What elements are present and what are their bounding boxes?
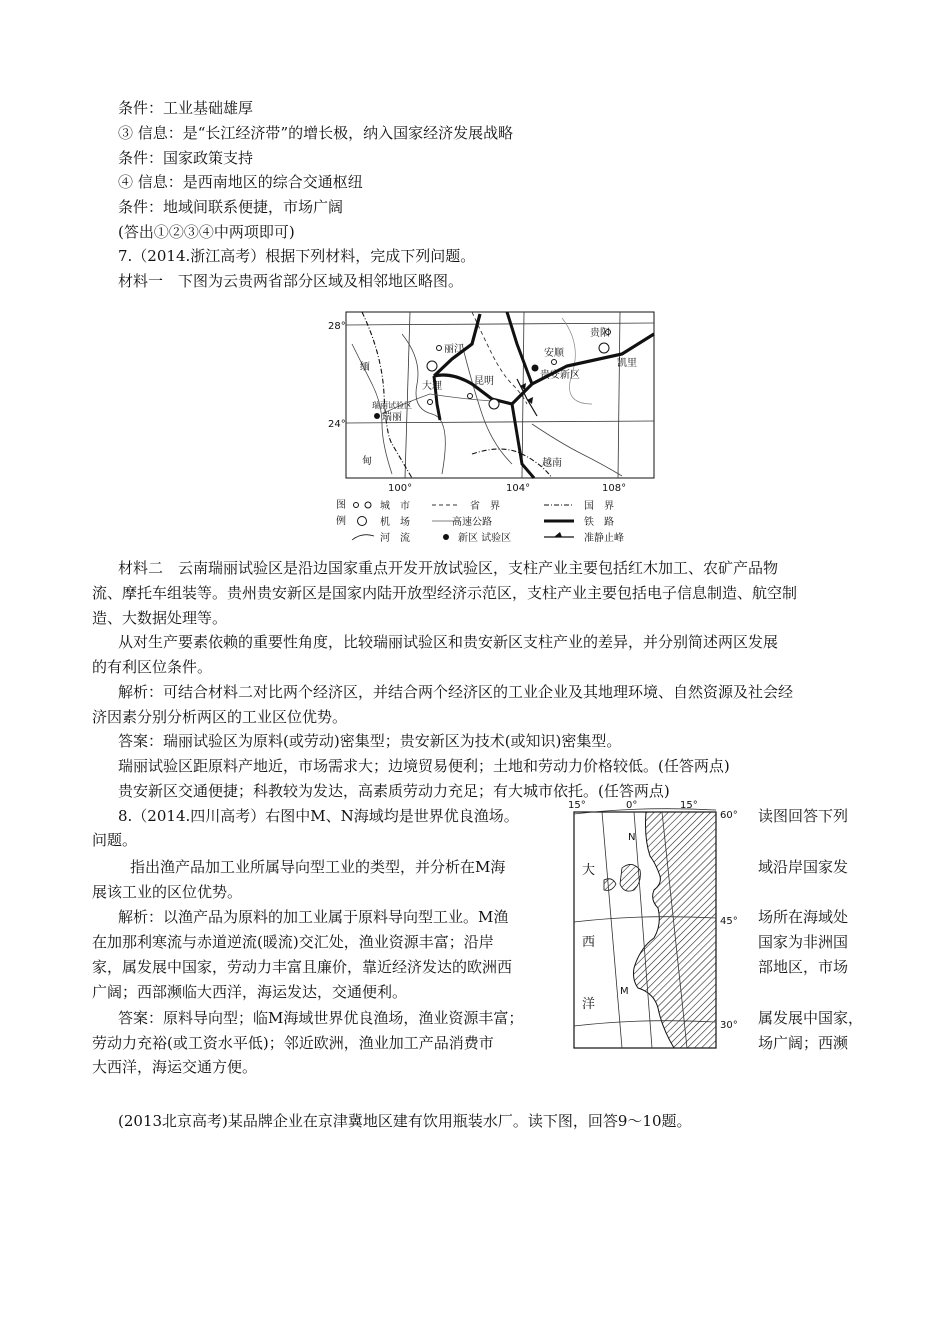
text-line: 读图回答下列	[758, 807, 849, 825]
svg-text:高速公路: 高速公路	[452, 517, 492, 528]
analysis: 解析：可结合材料二对比两个经济区，并结合两个经济区的工业企业及其地理环境、自然资源及社会经	[118, 683, 794, 701]
yunnan-guizhou-map	[322, 304, 662, 544]
svg-text:准静止峰: 准静止峰	[584, 533, 624, 544]
analysis: 解析：以渔产品为原料的加工业属于原料导向型工业。M渔	[118, 908, 509, 926]
lat-label: 60°	[720, 810, 738, 821]
lon-label: 0°	[626, 800, 638, 811]
place-label: 越南	[542, 458, 562, 469]
ocean-label: 大	[582, 863, 596, 878]
text-line: 问题。	[92, 831, 138, 849]
question-8-title: 8.（2014.四川高考）右图中M、N海域均是世界优良渔场。	[118, 807, 519, 825]
place-label: 缅	[360, 362, 370, 373]
answer: 答案：瑞丽试验区为原料(或劳动)密集型；贵安新区为技术(或知识)密集型。	[118, 732, 622, 750]
text-line: 在加那利寒流与赤道逆流(暖流)交汇处，渔业资源丰富；沿岸	[92, 933, 494, 951]
svg-text:铁 路: 铁 路	[584, 517, 614, 528]
svg-text:国 界: 国 界	[584, 501, 614, 512]
text-line: 劳动力充裕(或工资水平低)；邻近欧洲，渔业加工产品消费市	[92, 1034, 494, 1052]
text-line: ③ 信息：是“长江经济带”的增长极，纳入国家经济发展战略	[118, 124, 514, 142]
fishery-label-m: M	[620, 986, 629, 997]
text-line: 场所在海域处	[758, 908, 849, 926]
place-label: 贵阳	[590, 328, 610, 339]
text-line: 流、摩托车组装等。贵州贵安新区是国家内陆开放型经济示范区，支柱产业主要包括电子信息制造、航空制	[92, 584, 798, 602]
text-line: 大西洋，海运交通方便。	[92, 1058, 258, 1076]
svg-text:河 流: 河 流	[380, 533, 410, 544]
ocean-label: 洋	[582, 997, 596, 1012]
place-label: 丽江	[444, 344, 464, 355]
place-label: 昆明	[474, 376, 494, 387]
lon-label: 108°	[602, 483, 627, 494]
question-7-title: 7.（2014.浙江高考）根据下列材料，完成下列问题。	[118, 247, 476, 265]
text-line: 瑞丽试验区距原料产地近，市场需求大；边境贸易便利；土地和劳动力价格较低。(任答两点)	[118, 757, 730, 775]
place-label: 凯里	[617, 358, 637, 369]
ocean-label: 西	[582, 935, 596, 950]
atlantic-fishery-map	[562, 798, 752, 1054]
lat-label: 30°	[720, 1020, 738, 1031]
text-line: (答出①②③④中两项即可)	[118, 223, 295, 241]
svg-text:机 场: 机 场	[380, 517, 410, 528]
text-line: 属发展中国家，	[758, 1009, 864, 1027]
question-9-10-intro: (2013北京高考)某品牌企业在京津冀地区建有饮用瓶装水厂。读下图，回答9～10题。	[118, 1112, 692, 1130]
place-label: 瑞丽	[382, 412, 402, 423]
lon-label: 100°	[388, 483, 413, 494]
lon-label: 15°	[568, 800, 586, 811]
map-legend	[336, 499, 624, 544]
text-line: ④ 信息：是西南地区的综合交通枢纽	[118, 173, 363, 191]
text-line: 条件：工业基础雄厚	[118, 99, 254, 117]
lon-label: 104°	[506, 483, 531, 494]
text-line: 国家为非洲国	[758, 933, 849, 951]
place-label: 大理	[422, 381, 442, 392]
text-line: 域沿岸国家发	[758, 858, 849, 876]
lon-label: 15°	[680, 800, 698, 811]
lat-label: 28°	[328, 321, 346, 332]
svg-text:城 市: 城 市	[380, 501, 410, 512]
question-text: 从对生产要素依赖的重要性角度，比较瑞丽试验区和贵安新区支柱产业的差异，并分别简述两区发展	[118, 633, 779, 651]
svg-text:新区 试验区: 新区 试验区	[458, 533, 512, 544]
text-line: 部地区，市场	[758, 958, 849, 976]
lat-label: 24°	[328, 419, 346, 430]
lat-label: 45°	[720, 916, 738, 927]
place-label: 安顺	[544, 348, 564, 359]
text-line: 的有利区位条件。	[92, 658, 213, 676]
text-line: 条件：地域间联系便捷，市场广阔	[118, 198, 344, 216]
place-label: 甸	[362, 456, 372, 467]
svg-text:省 界: 省 界	[470, 501, 500, 512]
text-line: 贵安新区交通便捷；科教较为发达，高素质劳动力充足；有大城市依托。(任答两点)	[118, 782, 670, 800]
answer: 答案：原料导向型；临M海域世界优良渔场，渔业资源丰富；	[118, 1009, 524, 1027]
text-line: 济因素分别分析两区的工业区位优势。	[92, 708, 348, 726]
svg-text:图: 图	[336, 500, 346, 511]
text-line: 展该工业的区位优势。	[92, 883, 243, 901]
material-two: 材料二 云南瑞丽试验区是沿边国家重点开发开放试验区，支柱产业主要包括红木加工、农矿产品物	[118, 559, 779, 577]
place-label: 贵安新区	[540, 370, 580, 381]
text-line: 条件：国家政策支持	[118, 149, 254, 167]
place-label: 瑞丽试验区	[372, 401, 412, 410]
text-line: 广阔；西部濒临大西洋，海运发达，交通便利。	[92, 983, 408, 1001]
text-line: 造、大数据处理等。	[92, 609, 228, 627]
text-line: 家，属发展中国家，劳动力丰富且廉价，靠近经济发达的欧洲西	[92, 958, 513, 976]
svg-text:例: 例	[336, 516, 346, 527]
question-text: 指出渔产品加工业所属导向型工业的类型，并分析在M海	[130, 858, 506, 876]
text-line: 场广阔；西濒	[758, 1034, 849, 1052]
material-one: 材料一 下图为云贵两省部分区域及相邻地区略图。	[118, 272, 464, 290]
fishery-label-n: N	[628, 832, 636, 843]
